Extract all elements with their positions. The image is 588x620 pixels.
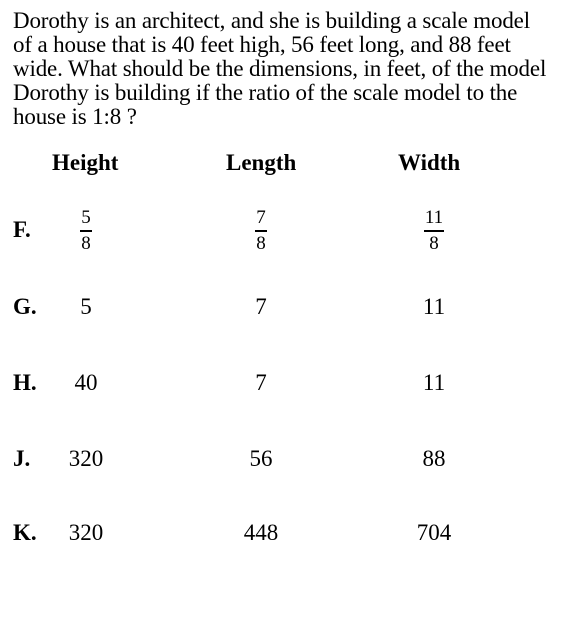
option-letter: F. <box>13 217 31 242</box>
value-height: 320 <box>68 446 104 471</box>
numerator: 7 <box>256 207 266 228</box>
value-width: 88 <box>422 446 446 471</box>
value-length: 448 <box>243 520 279 545</box>
value-width: 11 <box>422 370 446 395</box>
value-length: 7 <box>255 294 267 319</box>
header-length: Length <box>226 150 297 175</box>
value-height: 5 <box>80 294 92 319</box>
fraction-bar <box>80 230 92 232</box>
fraction-height <box>80 208 92 254</box>
fraction-length <box>255 208 267 254</box>
option-letter: K. <box>13 520 37 545</box>
option-letter: J. <box>13 446 31 471</box>
fraction-bar <box>424 230 444 232</box>
value-width: 704 <box>416 520 452 545</box>
denominator: 8 <box>81 232 91 254</box>
header-width: Width <box>398 150 461 175</box>
fraction-bar <box>255 230 267 232</box>
fraction-width <box>424 208 444 254</box>
option-letter: G. <box>13 294 37 319</box>
numerator: 11 <box>424 207 444 228</box>
denominator: 8 <box>429 232 439 254</box>
numerator: 5 <box>81 207 91 228</box>
value-height: 40 <box>74 370 98 395</box>
header-height: Height <box>52 150 119 175</box>
value-length: 56 <box>249 446 273 471</box>
option-letter: H. <box>13 370 37 395</box>
value-length: 7 <box>255 370 267 395</box>
value-height: 320 <box>68 520 104 545</box>
question-text: Dorothy is an architect, and she is building a scale model of a house that is 40 feet high, 56 feet long, and 88 feet wide. What should be the dimensions, in feet, of the model Dorothy is building if the ratio of the scale model to the house is 1:8 ? <box>13 8 547 129</box>
value-width: 11 <box>422 294 446 319</box>
denominator: 8 <box>256 232 266 254</box>
